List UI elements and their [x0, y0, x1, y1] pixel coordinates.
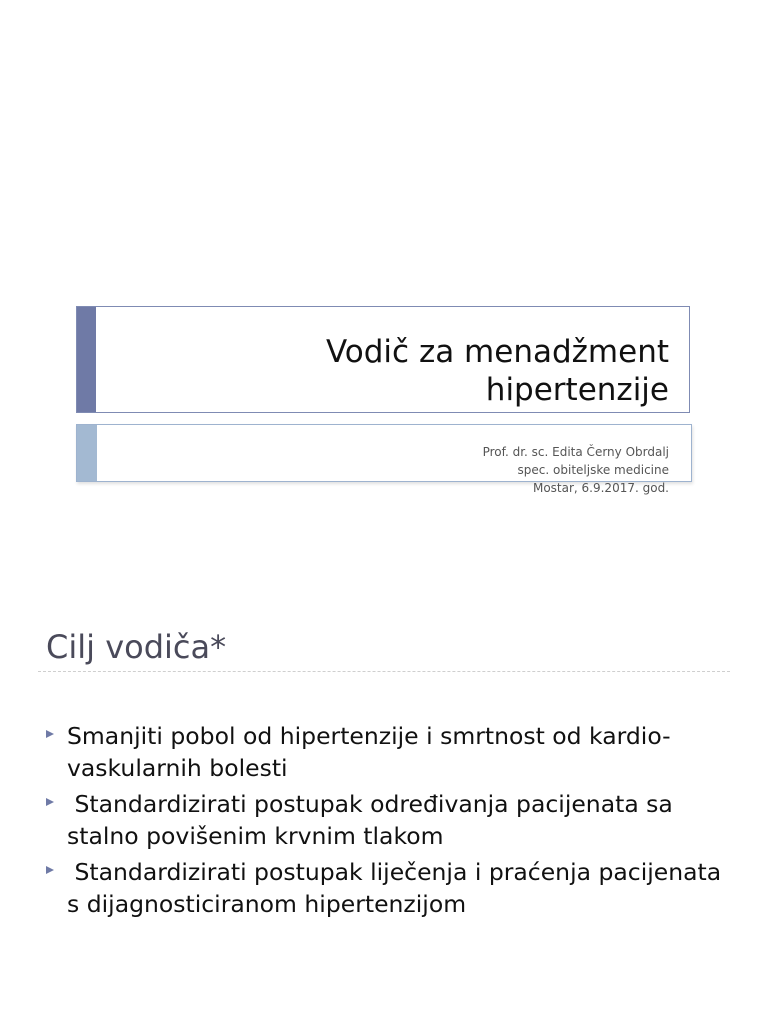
author-specialty: spec. obiteljske medicine	[517, 463, 669, 477]
title-line-2: hipertenzije	[485, 372, 669, 408]
subtitle-accent-bar	[77, 425, 97, 481]
bullet-list	[46, 720, 729, 924]
triangle-bullet-icon	[46, 730, 54, 738]
heading-divider	[38, 671, 730, 672]
bullet-text: Standardizirati postupak liječenja i praćenja pacijenata s dijagnosticiranom hipertenzijom	[67, 858, 729, 918]
title-box	[76, 306, 690, 413]
bullet-text: Standardizirati postupak određivanja pacijenata sa stalno povišenim krvnim tlakom	[67, 790, 681, 850]
subtitle-text	[483, 443, 669, 497]
presentation-title	[169, 333, 669, 409]
title-line-1: Vodič za menadžment	[325, 334, 669, 370]
list-item	[46, 788, 726, 852]
list-item	[46, 856, 729, 920]
place-date: Mostar, 6.9.2017. god.	[532, 481, 669, 495]
author-name: Prof. dr. sc. Edita Černy Obrdalj	[482, 445, 669, 459]
triangle-bullet-icon	[46, 798, 54, 806]
subtitle-box	[76, 424, 692, 495]
bullet-text: Smanjiti pobol od hipertenzije i smrtnost od kardio-vaskularnih bolesti	[67, 722, 671, 782]
triangle-bullet-icon	[46, 866, 54, 874]
slide-heading: Cilj vodiča*	[46, 628, 227, 666]
list-item	[46, 720, 726, 784]
title-accent-bar	[77, 307, 96, 412]
content-slide	[0, 576, 768, 1024]
